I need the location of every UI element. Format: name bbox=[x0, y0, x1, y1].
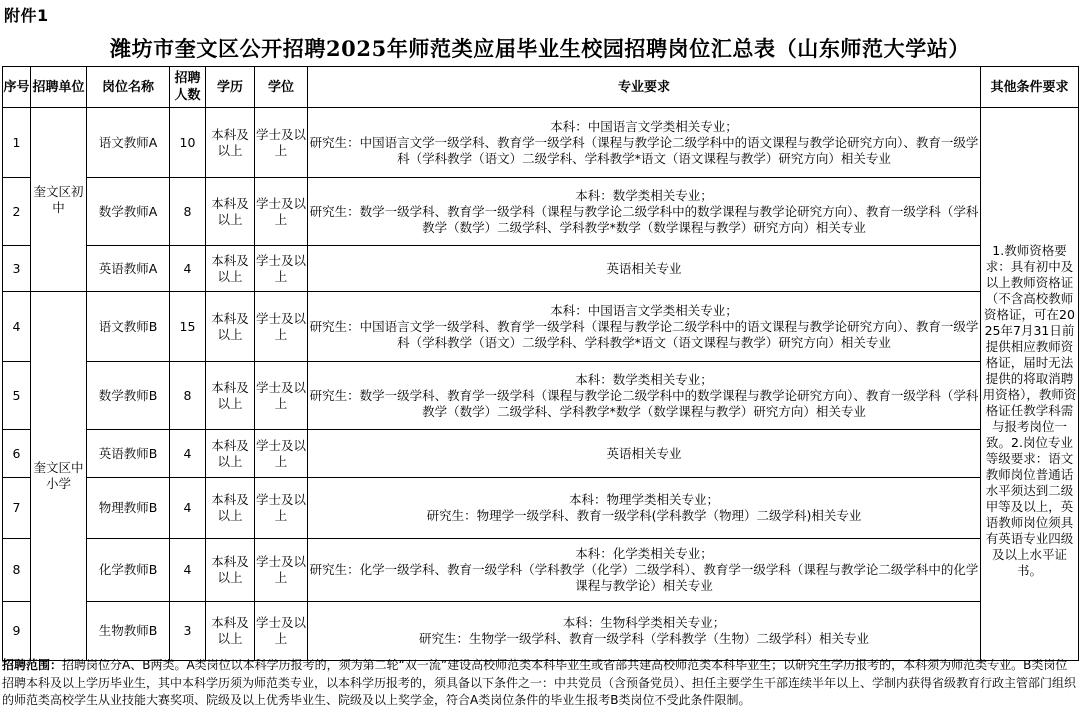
major-line: 本科：中国语言文学类相关专业； bbox=[550, 118, 738, 134]
cell-major bbox=[308, 602, 981, 661]
recruitment-scope bbox=[2, 657, 1076, 710]
cell-position: 化学教师B bbox=[87, 539, 170, 602]
major-line: 研究生：中国语言文学一级学科、教育学一级学科（课程与教学论二级学科中的语文课程与教学论研究方向）、教育一级学科（学科教学（语文）二级学科、学科教学*语文（语文课程与教学）研究方向）相关专业 bbox=[309, 134, 979, 166]
cell-education: 本科及以上 bbox=[206, 108, 255, 178]
cell-unit: 奎文区中小学 bbox=[31, 292, 87, 661]
attachment-label: 附件1 bbox=[4, 6, 49, 25]
cell-position: 英语教师B bbox=[87, 430, 170, 478]
cell-degree: 学士及以上 bbox=[255, 246, 308, 292]
major-line: 研究生：数学一级学科、教育学一级学科（课程与教学论二级学科中的数学课程与教学论研究方向）、教育一级学科（学科教学（数学）二级学科、学科教学*数学（数学课程与教学）研究方向）相关专业 bbox=[309, 387, 979, 419]
cell-degree: 学士及以上 bbox=[255, 478, 308, 539]
cell-seq: 4 bbox=[3, 292, 31, 362]
table-row bbox=[3, 602, 1079, 661]
cell-education: 本科及以上 bbox=[206, 178, 255, 246]
cell-count: 4 bbox=[170, 246, 206, 292]
cell-seq: 2 bbox=[3, 178, 31, 246]
header-degree: 学位 bbox=[255, 67, 308, 108]
cell-position: 生物教师B bbox=[87, 602, 170, 661]
header-other: 其他条件要求 bbox=[981, 67, 1079, 108]
cell-seq: 5 bbox=[3, 362, 31, 430]
major-line: 研究生：物理学一级学科、教育一级学科(学科教学（物理）二级学科)相关专业 bbox=[426, 508, 862, 523]
cell-major bbox=[308, 362, 981, 430]
cell-degree: 学士及以上 bbox=[255, 108, 308, 178]
cell-major bbox=[308, 292, 981, 362]
cell-education: 本科及以上 bbox=[206, 539, 255, 602]
header-seq: 序号 bbox=[3, 67, 31, 108]
table-row bbox=[3, 178, 1079, 246]
major-line: 本科：物理学类相关专业； bbox=[568, 492, 719, 507]
cell-degree: 学士及以上 bbox=[255, 539, 308, 602]
cell-count: 4 bbox=[170, 478, 206, 539]
recruitment-table bbox=[2, 66, 1079, 661]
header-count: 招聘人数 bbox=[170, 67, 206, 108]
header-education: 学历 bbox=[206, 67, 255, 108]
table-row bbox=[3, 108, 1079, 178]
cell-position: 英语教师A bbox=[87, 246, 170, 292]
cell-position: 物理教师B bbox=[87, 478, 170, 539]
cell-count: 10 bbox=[170, 108, 206, 178]
cell-seq: 8 bbox=[3, 539, 31, 602]
major-line: 本科：数学类相关专业； bbox=[575, 187, 713, 203]
cell-education: 本科及以上 bbox=[206, 362, 255, 430]
cell-seq: 3 bbox=[3, 246, 31, 292]
cell-count: 4 bbox=[170, 430, 206, 478]
cell-major bbox=[308, 108, 981, 178]
major-line: 研究生：化学一级学科、教育一级学科（学科教学（化学）二级学科）、教育学一级学科（课程与教学论二级学科中的化学课程与教学论）相关专业 bbox=[309, 562, 979, 593]
cell-education: 本科及以上 bbox=[206, 292, 255, 362]
major-line: 本科：化学类相关专业； bbox=[575, 546, 713, 561]
cell-degree: 学士及以上 bbox=[255, 178, 308, 246]
header-unit: 招聘单位 bbox=[31, 67, 87, 108]
cell-position: 数学教师B bbox=[87, 362, 170, 430]
cell-position: 语文教师B bbox=[87, 292, 170, 362]
cell-position: 语文教师A bbox=[87, 108, 170, 178]
major-line: 英语相关专业 bbox=[606, 260, 682, 276]
header-major: 专业要求 bbox=[308, 67, 981, 108]
scope-text: 招聘岗位分A、B两类。A类岗位以本科学历报考的，须为第二轮“双一流”建设高校师范类本科毕业生或省部共建高校师范类本科毕业生；以研究生学历报考的，本科须为师范类专业。B类岗位招聘本科及以上学历毕业生，其中本科学历须为师范类专业，以本科学历报考的，须具备以下条件之一：中共党员（含预备党员）、担任主要学生干部连续半年以上、学制内获得省级教育行政主管部门组织的师范类高校学生从业技能大赛奖项、院级及以上优秀毕业生、院级及以上奖学金，符合A类岗位条件的毕业生报考B类岗位不受此条件限制。 bbox=[2, 658, 1077, 707]
table-row bbox=[3, 362, 1079, 430]
cell-count: 15 bbox=[170, 292, 206, 362]
cell-count: 8 bbox=[170, 362, 206, 430]
major-line: 研究生：生物学一级学科、教育一级学科（学科教学（生物）二级学科）相关专业 bbox=[418, 631, 869, 646]
cell-major bbox=[308, 478, 981, 539]
scope-label: 招聘范围： bbox=[2, 658, 63, 672]
major-line: 英语相关专业 bbox=[606, 445, 682, 461]
table-header-row bbox=[3, 67, 1079, 108]
cell-degree: 学士及以上 bbox=[255, 292, 308, 362]
cell-count: 8 bbox=[170, 178, 206, 246]
cell-major bbox=[308, 246, 981, 292]
cell-degree: 学士及以上 bbox=[255, 362, 308, 430]
table-row bbox=[3, 292, 1079, 362]
cell-seq: 1 bbox=[3, 108, 31, 178]
other-conditions-text: 1.教师资格要求：具有初中及以上教师资格证（不含高校教师资格证，可在2025年7月31日前提供相应教师资格证，届时无法提供的将取消聘用资格），教师资格证任教学科需与报考岗位一致。2.岗位专业等级要求：语文教师岗位普通话水平须达到二级甲等及以上，英语教师岗位须具有英语专业四级及以上水平证书。 bbox=[982, 243, 1077, 578]
cell-position: 数学教师A bbox=[87, 178, 170, 246]
cell-education: 本科及以上 bbox=[206, 478, 255, 539]
major-line: 本科：中国语言文学类相关专业； bbox=[550, 302, 738, 318]
cell-major bbox=[308, 178, 981, 246]
cell-seq: 7 bbox=[3, 478, 31, 539]
cell-other-conditions bbox=[981, 108, 1079, 661]
major-line: 本科：生物科学类相关专业； bbox=[562, 615, 726, 630]
cell-seq: 6 bbox=[3, 430, 31, 478]
cell-education: 本科及以上 bbox=[206, 430, 255, 478]
cell-count: 3 bbox=[170, 602, 206, 661]
cell-major bbox=[308, 430, 981, 478]
table-row bbox=[3, 539, 1079, 602]
major-line: 研究生：数学一级学科、教育学一级学科（课程与教学论二级学科中的数学课程与教学论研究方向）、教育一级学科（学科教学（数学）二级学科、学科教学*数学（数学课程与教学）研究方向）相关专业 bbox=[309, 203, 979, 235]
cell-education: 本科及以上 bbox=[206, 602, 255, 661]
header-position: 岗位名称 bbox=[87, 67, 170, 108]
cell-seq: 9 bbox=[3, 602, 31, 661]
cell-count: 4 bbox=[170, 539, 206, 602]
table-row bbox=[3, 246, 1079, 292]
major-line: 研究生：中国语言文学一级学科、教育学一级学科（课程与教学论二级学科中的语文课程与教学论研究方向）、教育一级学科（学科教学（语文）二级学科、学科教学*语文（语文课程与教学）研究方向）相关专业 bbox=[309, 318, 979, 350]
table-row bbox=[3, 478, 1079, 539]
cell-education: 本科及以上 bbox=[206, 246, 255, 292]
cell-degree: 学士及以上 bbox=[255, 602, 308, 661]
major-line: 本科：数学类相关专业； bbox=[575, 371, 713, 387]
table-row bbox=[3, 430, 1079, 478]
cell-unit: 奎文区初中 bbox=[31, 108, 87, 292]
cell-degree: 学士及以上 bbox=[255, 430, 308, 478]
cell-major bbox=[308, 539, 981, 602]
document-title: 潍坊市奎文区公开招聘2025年师范类应届毕业生校园招聘岗位汇总表（山东师范大学站） bbox=[109, 36, 971, 61]
